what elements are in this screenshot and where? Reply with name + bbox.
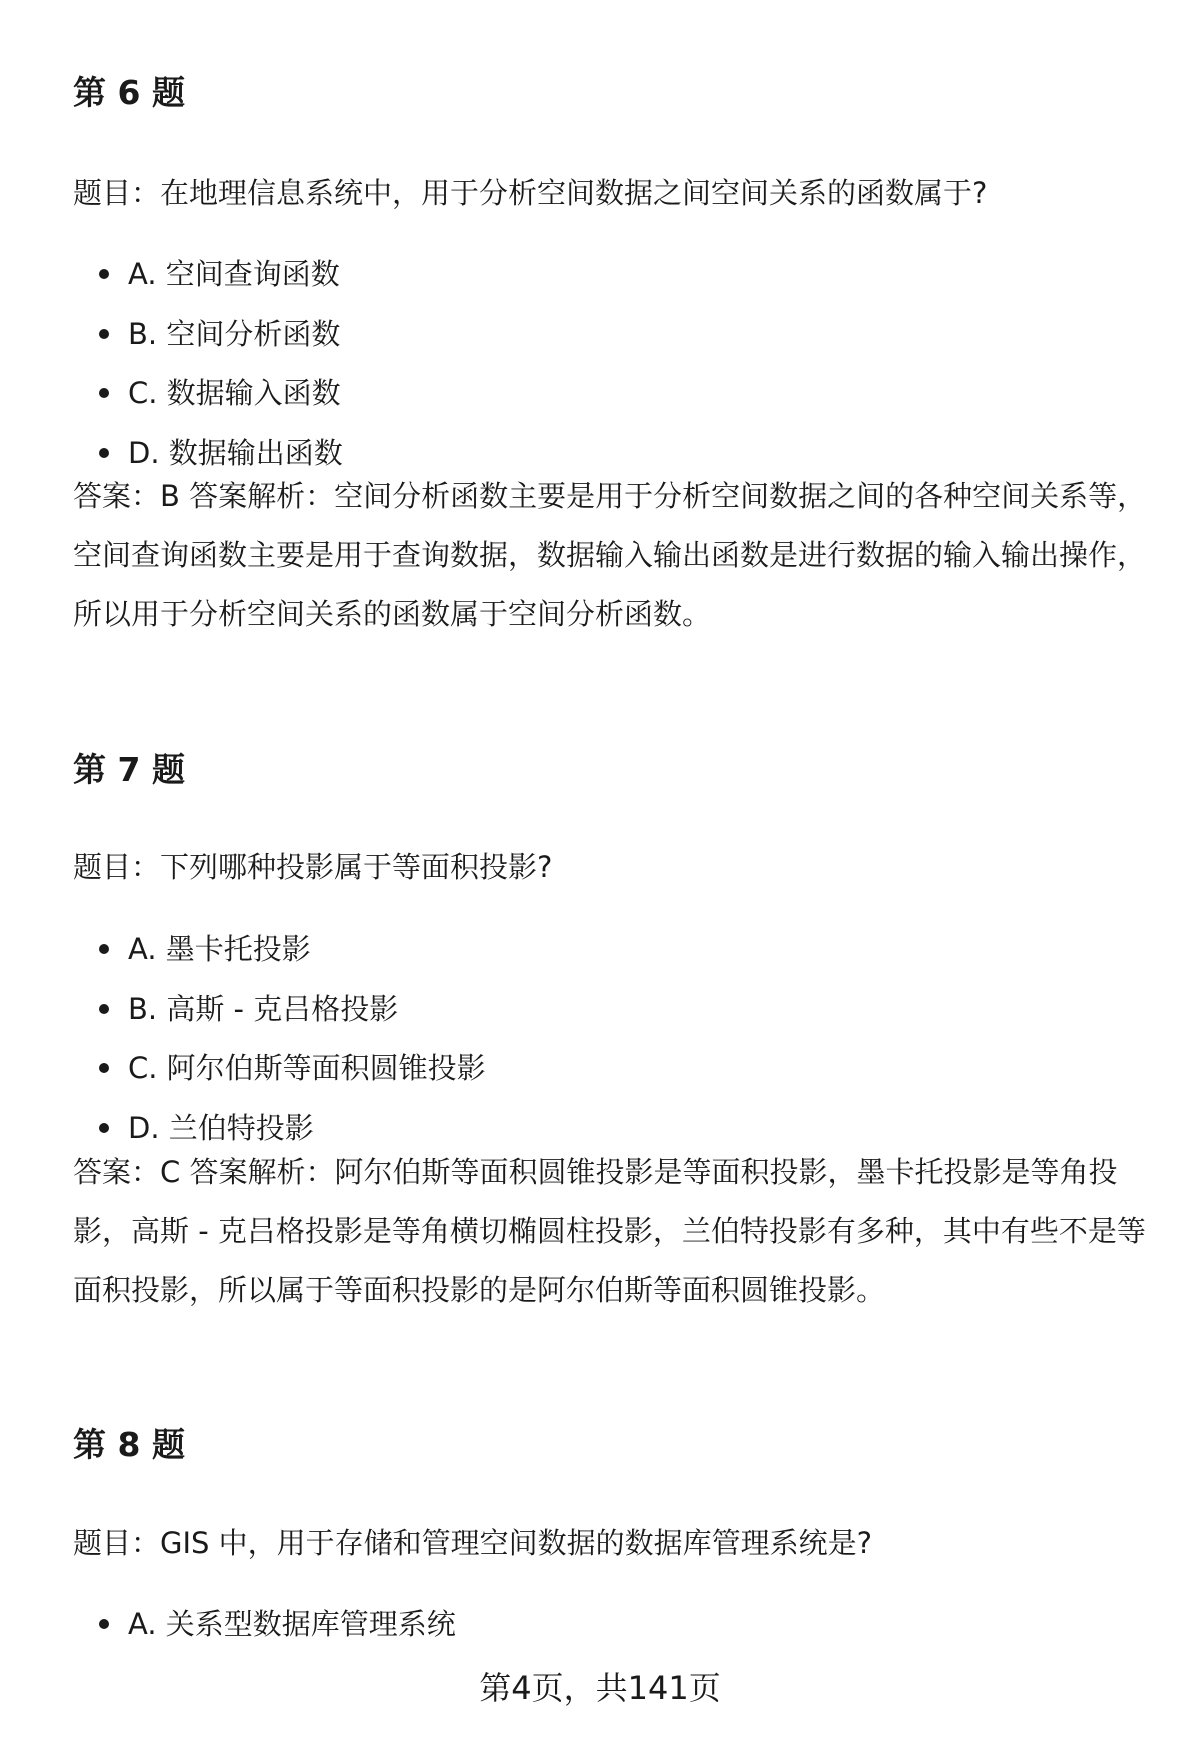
question-7-answer: 答案：C 答案解析：阿尔伯斯等面积圆锥投影是等面积投影，墨卡托投影是等角投影，高斯 - 克吕格投影是等角横切椭圆柱投影，兰伯特投影有多种，其中有些不是等面积投影，所以属于等面积投影的是阿尔伯斯等面积圆锥投影。 — [73, 1155, 1146, 1307]
question-7-option-b — [73, 989, 486, 1049]
option-label: A. 空间查询函数 — [128, 257, 340, 291]
question-7-title: 第 7 题 — [73, 750, 185, 789]
option-label: C. 阿尔伯斯等面积圆锥投影 — [128, 1051, 486, 1085]
bullet-icon — [99, 388, 109, 398]
question-6-title: 第 6 题 — [73, 73, 185, 112]
bullet-icon — [99, 329, 109, 339]
option-label: A. 墨卡托投影 — [128, 932, 311, 966]
bullet-icon — [99, 1123, 109, 1133]
option-label: C. 数据输入函数 — [128, 376, 341, 410]
question-6-text: 题目：在地理信息系统中，用于分析空间数据之间空间关系的函数属于? — [73, 176, 988, 210]
question-7-option-c — [73, 1048, 486, 1108]
option-label: A. 关系型数据库管理系统 — [128, 1607, 456, 1641]
question-6-option-a — [73, 254, 343, 314]
page-indicator: 第4页，共141页 — [479, 1669, 721, 1707]
bullet-icon — [99, 944, 109, 954]
bullet-icon — [99, 448, 109, 458]
option-label: D. 兰伯特投影 — [128, 1110, 314, 1145]
option-label: B. 空间分析函数 — [128, 316, 341, 351]
question-6-option-b — [73, 314, 343, 374]
question-8-option-a — [73, 1604, 456, 1664]
option-label: B. 高斯 - 克吕格投影 — [128, 991, 399, 1026]
question-7-option-a — [73, 929, 486, 989]
question-7-text: 题目：下列哪种投影属于等面积投影? — [73, 850, 553, 884]
question-8-text: 题目：GIS 中，用于存储和管理空间数据的数据库管理系统是? — [73, 1526, 873, 1560]
option-label: D. 数据输出函数 — [128, 435, 343, 470]
question-6-options — [73, 254, 343, 492]
bullet-icon — [99, 1063, 109, 1073]
question-6-answer: 答案：B 答案解析：空间分析函数主要是用于分析空间数据之间的各种空间关系等，空间查询函数主要是用于查询数据，数据输入输出函数是进行数据的输入输出操作，所以用于分析空间关系的函数属于空间分析函数。 — [73, 479, 1147, 631]
question-7-options — [73, 929, 486, 1167]
question-6-option-c — [73, 373, 343, 433]
question-8-options — [73, 1604, 456, 1664]
bullet-icon — [99, 269, 109, 279]
bullet-icon — [99, 1619, 109, 1629]
bullet-icon — [99, 1004, 109, 1014]
question-8-title: 第 8 题 — [73, 1425, 185, 1464]
